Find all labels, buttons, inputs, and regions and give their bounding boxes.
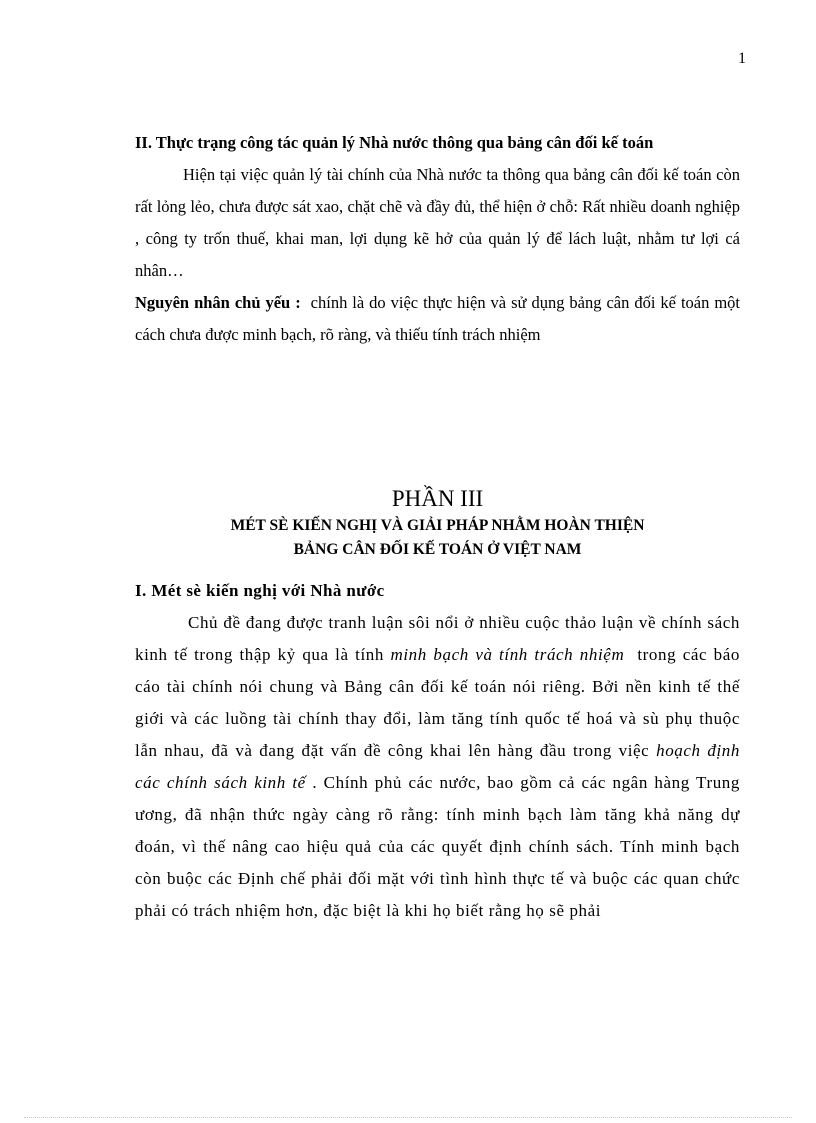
section-1-paragraph (135, 607, 740, 927)
part-3-subtitle-line-2: BẢNG CÂN ĐỐI KẾ TOÁN Ở VIỆT NAM (293, 541, 582, 558)
p1-text-a: Chủ đề đang được tranh luận sôi nổi ở nhiều cuộc thảo luận về chính sách kinh tế trong thập kỷ qua là tính (135, 613, 740, 664)
section-1 (135, 575, 740, 927)
page-bottom-rule (24, 1117, 792, 1118)
p1-text-b: trong các báo cáo tài chính nói chung và Bảng cân đối kế toán nói riêng. Bởi nền kinh tế thế giới và các luồng tài chính thay đổi, làm tăng tính quốc tế hoá và sù phụ thuộc lẫn nhau, đã và đang đặt vấn đề công khai lên hàng đầu trong việc (135, 645, 740, 760)
section-1-heading: I. Mét sè kiến nghị với Nhà nước (135, 581, 385, 600)
cause-paragraph (135, 287, 740, 351)
p1-emphasis-1: minh bạch và tính trách nhiệm (390, 645, 625, 664)
cause-label: Nguyên nhân chủ yếu : (135, 293, 301, 312)
section-2-paragraph: Hiện tại việc quản lý tài chính của Nhà nước ta thông qua bảng cân đối kế toán còn rất lỏng lẻo, chưa được sát xao, chặt chẽ và đầy đủ, thể hiện ở chỗ: Rất nhiều doanh nghiệp , công ty trốn thuế, khai man, lợi dụng kẽ hở của quản lý để lách luật, nhằm tư lợi cá nhân… (135, 165, 740, 280)
section-2-heading: II. Thực trạng công tác quản lý Nhà nước thông qua bảng cân đối kế toán (135, 133, 654, 152)
part-3-title: PHẦN III (391, 486, 484, 511)
section-2 (135, 127, 740, 351)
p1-emphasis-2: hoạch định các chính sách kinh tế (135, 741, 740, 792)
part-3-subtitle (135, 514, 740, 562)
p1-text-c: . Chính phủ các nước, bao gồm cả các ngân hàng Trung ương, đã nhận thức ngày càng rõ rằng: tính minh bạch làm tăng khả năng dự đoán, vì thế nâng cao hiệu quả của các quyết định chính sách. Tính minh bạch còn buộc các Định chế phải đối mặt với tình hình thực tế và buộc các quan chức phải có trách nhiệm hơn, đặc biệt là khi họ biết rằng họ sẽ phải (135, 773, 740, 920)
part-3-subtitle-line-1: MÉT SÈ KIẾN NGHỊ VÀ GIẢI PHÁP NHẰM HOÀN THIỆN (230, 517, 645, 534)
page-number: 1 (738, 50, 746, 67)
cause-text: chính là do việc thực hiện và sử dụng bảng cân đối kế toán một cách chưa được minh bạch, rõ ràng, và thiếu tính trách nhiệm (135, 293, 741, 344)
